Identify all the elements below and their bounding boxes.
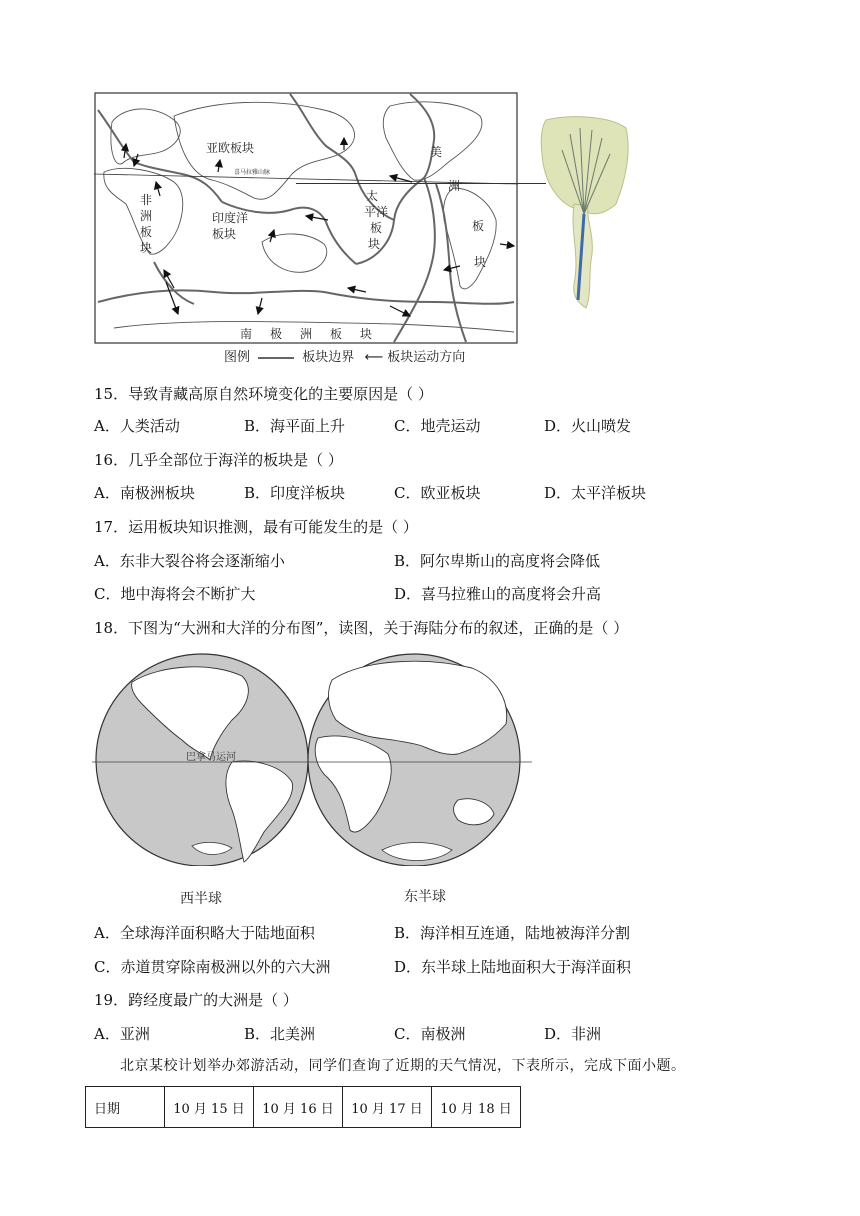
- question-text: 跨经度最广的大洲是（ ）: [128, 991, 298, 1009]
- q15-option-d[interactable]: D．火山喷发: [544, 417, 632, 435]
- map-frame: [95, 93, 517, 343]
- svg-text:太: 太: [366, 189, 379, 203]
- legend-arrow-icon: ⟵: [364, 350, 384, 365]
- svg-text:板: 板: [472, 219, 485, 233]
- q17-option-b[interactable]: B．阿尔卑斯山的高度将会降低: [394, 552, 601, 570]
- svg-text:块: 块: [474, 255, 487, 269]
- q19-option-d[interactable]: D．非洲: [544, 1025, 602, 1043]
- legend-boundary-line-icon: [258, 357, 294, 359]
- legend-boundary-label: 板块边界: [302, 350, 355, 365]
- label-american-char1: 美: [430, 145, 443, 159]
- q17-option-d[interactable]: D．喜马拉雅山的高度将会升高: [394, 585, 602, 603]
- q19-option-b[interactable]: B．北美洲: [244, 1025, 316, 1043]
- map-legend: [224, 346, 465, 365]
- hemisphere-map: [92, 650, 532, 912]
- q18-option-a[interactable]: A．全球海洋面积略大于陆地面积: [94, 924, 315, 942]
- eastern-hemisphere: [308, 654, 520, 866]
- plate-map: [94, 92, 518, 364]
- passage-text: 北京某校计划举办郊游活动，同学们查询了近期的天气情况，下表所示，完成下面小题。: [120, 1058, 686, 1074]
- question-16: [94, 450, 343, 470]
- table-row: [86, 1087, 521, 1128]
- label-african-char4: 块: [140, 241, 153, 255]
- label-indian-ocean-line2: 板块: [212, 227, 237, 241]
- question-number: 18．: [94, 619, 129, 637]
- question-18: [94, 618, 628, 638]
- table-cell-date: 10 月 16 日: [254, 1087, 343, 1128]
- label-indian-ocean-line1: 印度洋: [212, 211, 249, 225]
- label-african-char3: 板: [140, 225, 153, 239]
- q17-option-a[interactable]: A．东非大裂谷将会逐渐缩小: [94, 552, 285, 570]
- question-number: 15．: [94, 385, 129, 403]
- table-cell-date: 10 月 18 日: [432, 1087, 521, 1128]
- legend-motion-label: 板块运动方向: [387, 350, 466, 365]
- label-african-char1: 非: [140, 193, 153, 207]
- connector-line: [296, 183, 546, 184]
- q17-option-c[interactable]: C．地中海将会不断扩大: [94, 585, 256, 603]
- hemisphere-map-svg: [92, 650, 532, 866]
- question-17: [94, 517, 418, 537]
- q19-option-c[interactable]: C．南极洲: [394, 1025, 466, 1043]
- question-number: 17．: [94, 518, 129, 536]
- q16-option-b[interactable]: B．印度洋板块: [244, 484, 346, 502]
- label-african-char2: 洲: [140, 209, 153, 223]
- question-number: 16．: [94, 451, 129, 469]
- question-15: [94, 384, 433, 404]
- question-text: 导致青藏高原自然环境变化的主要原因是（ ）: [128, 385, 433, 403]
- q16-option-c[interactable]: C．欧亚板块: [394, 484, 481, 502]
- table-cell-date: 10 月 15 日: [165, 1087, 254, 1128]
- west-hemisphere-label: 西半球: [180, 891, 222, 907]
- svg-text:洲: 洲: [448, 179, 461, 193]
- q19-option-a[interactable]: A．亚洲: [94, 1025, 150, 1043]
- east-hemisphere-label: 东半球: [404, 889, 446, 905]
- fossil-image: [540, 114, 632, 310]
- question-19: [94, 990, 298, 1010]
- question-number: 19．: [94, 991, 129, 1009]
- svg-text:板: 板: [370, 221, 383, 235]
- q16-option-d[interactable]: D．太平洋板块: [544, 484, 647, 502]
- question-text: 运用板块知识推测，最有可能发生的是（ ）: [128, 518, 418, 536]
- question-text: 几乎全部位于海洋的板块是（ ）: [128, 451, 343, 469]
- label-himalaya: 喜马拉雅山脉: [234, 169, 271, 176]
- q18-option-b[interactable]: B．海洋相互连通，陆地被海洋分割: [394, 924, 631, 942]
- q15-option-c[interactable]: C．地壳运动: [394, 417, 481, 435]
- q15-option-a[interactable]: A．人类活动: [94, 417, 180, 435]
- q16-option-a[interactable]: A．南极洲板块: [94, 484, 195, 502]
- svg-text:平洋: 平洋: [364, 205, 389, 219]
- q18-option-d[interactable]: D．东半球上陆地面积大于海洋面积: [394, 958, 632, 976]
- svg-text:块: 块: [368, 237, 381, 251]
- weather-table: [85, 1086, 521, 1128]
- svg-text:南极洲板块: 南极洲板块: [240, 327, 391, 341]
- panama-canal-label: 巴拿马运河: [186, 752, 236, 763]
- legend-title: 图例: [224, 350, 251, 365]
- q18-option-c[interactable]: C．赤道贯穿除南极洲以外的六大洲: [94, 958, 331, 976]
- label-eurasian-plate: 亚欧板块: [206, 141, 255, 155]
- table-cell-date: 10 月 17 日: [343, 1087, 432, 1128]
- q15-option-b[interactable]: B．海平面上升: [244, 417, 346, 435]
- plate-map-svg: [94, 92, 518, 364]
- table-header-cell: 日期: [86, 1087, 165, 1128]
- question-text: 下图为“大洲和大洋的分布图”，读图，关于海陆分布的叙述，正确的是（ ）: [128, 619, 629, 637]
